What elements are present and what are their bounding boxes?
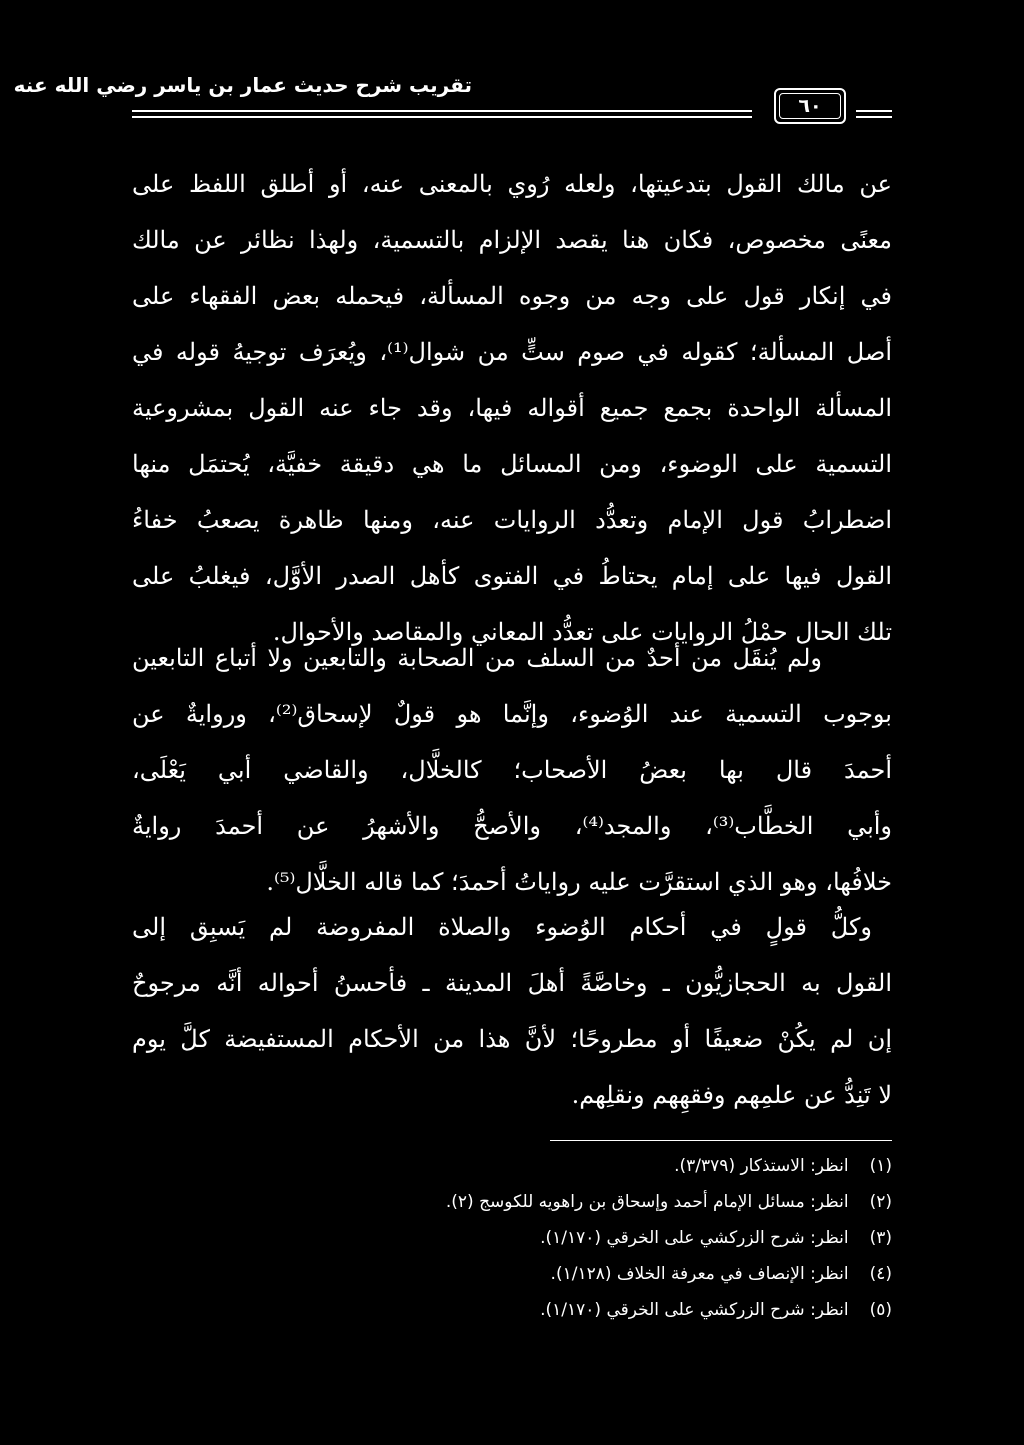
text-line: اضطرابُ قول الإمام وتعدُّد الروايات عنه، ومنها ظاهرة يصعبُ خفاءُ [132,506,892,534]
footnote [132,1148,892,1184]
footnote-text: انظر: الإنصاف في معرفة الخلاف (١/١٢٨). [550,1264,849,1284]
text-line: معنًى مخصوص، فكان هنا يقصد الإلزام بالتسمية، ولهذا نظائر عن مالك [132,226,892,254]
footnote [132,1292,892,1328]
paragraph-2 [132,630,892,910]
header-rule-right-bottom [856,116,892,118]
footnote-text: انظر: الاستذكار (٣/٣٧٩). [674,1156,849,1176]
text-line: بوجوب التسمية عند الوُضوء، وإنَّما هو قولٌ لإسحاق⁽²⁾، وروايةٌ عن [132,700,892,728]
text-line: عن مالك القول بتدعيتها، ولعله رُوي بالمعنى عنه، أو أطلق اللفظ على [132,170,892,198]
header-rule-top [132,110,752,112]
footnote-number: (٢) [869,1192,892,1212]
text-line: القول به الحجازيُّون ـ وخاصَّةً أهلَ المدينة ـ فأحسنُ أحواله أنَّه مرجوحٌ [132,969,892,997]
footnote [132,1184,892,1220]
footnote-number: (١) [869,1156,892,1176]
footnote-number: (٤) [869,1264,892,1284]
footnote-separator [550,1140,892,1141]
footnote-number: (٥) [869,1300,892,1320]
text-line: في إنكار قول على وجه من وجوه المسألة، فيحمله بعض الفقهاء على [132,282,892,310]
text-line: وأبي الخطَّاب⁽³⁾، والمجد⁽⁴⁾، والأصحُّ والأشهرُ عن أحمدَ روايةٌ [132,812,893,840]
text-line: التسمية على الوضوء، ومن المسائل ما هي دقيقة خفيَّة، يُحتمَل منها [132,450,892,478]
text-line: وكلُّ قولٍ في أحكام الوُضوء والصلاة المفروضة لم يَسبِق إلى [132,913,872,941]
text-line: إن لم يكُنْ ضعيفًا أو مطروحًا؛ لأنَّ هذا من الأحكام المستفيضة كلَّ يوم [132,1025,892,1053]
footnote-number: (٣) [869,1228,892,1248]
text-line: المسألة الواحدة بجمع جميع أقواله فيها، وقد جاء عنه القول بمشروعية [132,394,892,422]
text-line: ولم يُنقَل من أحدٌ من السلف من الصحابة والتابعين ولا أتباع التابعين [132,644,823,672]
paragraph-3 [132,899,892,1123]
running-title: تقريب شرح حديث عمار بن ياسر رضي الله عنه [13,73,472,97]
footnote-text: انظر: شرح الزركشي على الخرقي (١/١٧٠). [540,1300,849,1320]
text-line: أصل المسألة؛ كقوله في صوم ستٍّ من شوال⁽¹⁾، ويُعرَف توجيهُ قوله في [132,338,892,366]
text-line: لا تَنِدُّ عن علمِهم وفقهِهم ونقلِهم. [571,1081,892,1109]
header-rule-right-top [856,110,892,112]
footnote-text: انظر: مسائل الإمام أحمد وإسحاق بن راهويه للكوسج (٢). [445,1192,849,1212]
text-line: خلافُها، وهو الذي استقرَّت عليه رواياتُ أحمدَ؛ كما قاله الخلَّال⁽⁵⁾. [266,868,892,896]
page-number-box [774,88,846,124]
page-number: ٦٠ [798,95,822,117]
page-header [13,66,892,130]
text-line: تلك الحال حمْلُ الروايات على تعدُّد المعاني والمقاصد والأحوال. [272,618,892,646]
footnotes [132,1148,892,1328]
footnote [132,1256,892,1292]
paragraph-1 [132,156,892,660]
text-line: أحمدَ قال بها بعضُ الأصحاب؛ كالخلَّال، والقاضي أبي يَعْلَى، [132,756,892,784]
header-rule-bottom [132,116,752,118]
text-line: القول فيها على إمام يحتاطُ في الفتوى كأهل الصدر الأوَّل، فيغلبُ على [132,562,892,590]
footnote [132,1220,892,1256]
footnote-text: انظر: شرح الزركشي على الخرقي (١/١٧٠). [540,1228,849,1248]
